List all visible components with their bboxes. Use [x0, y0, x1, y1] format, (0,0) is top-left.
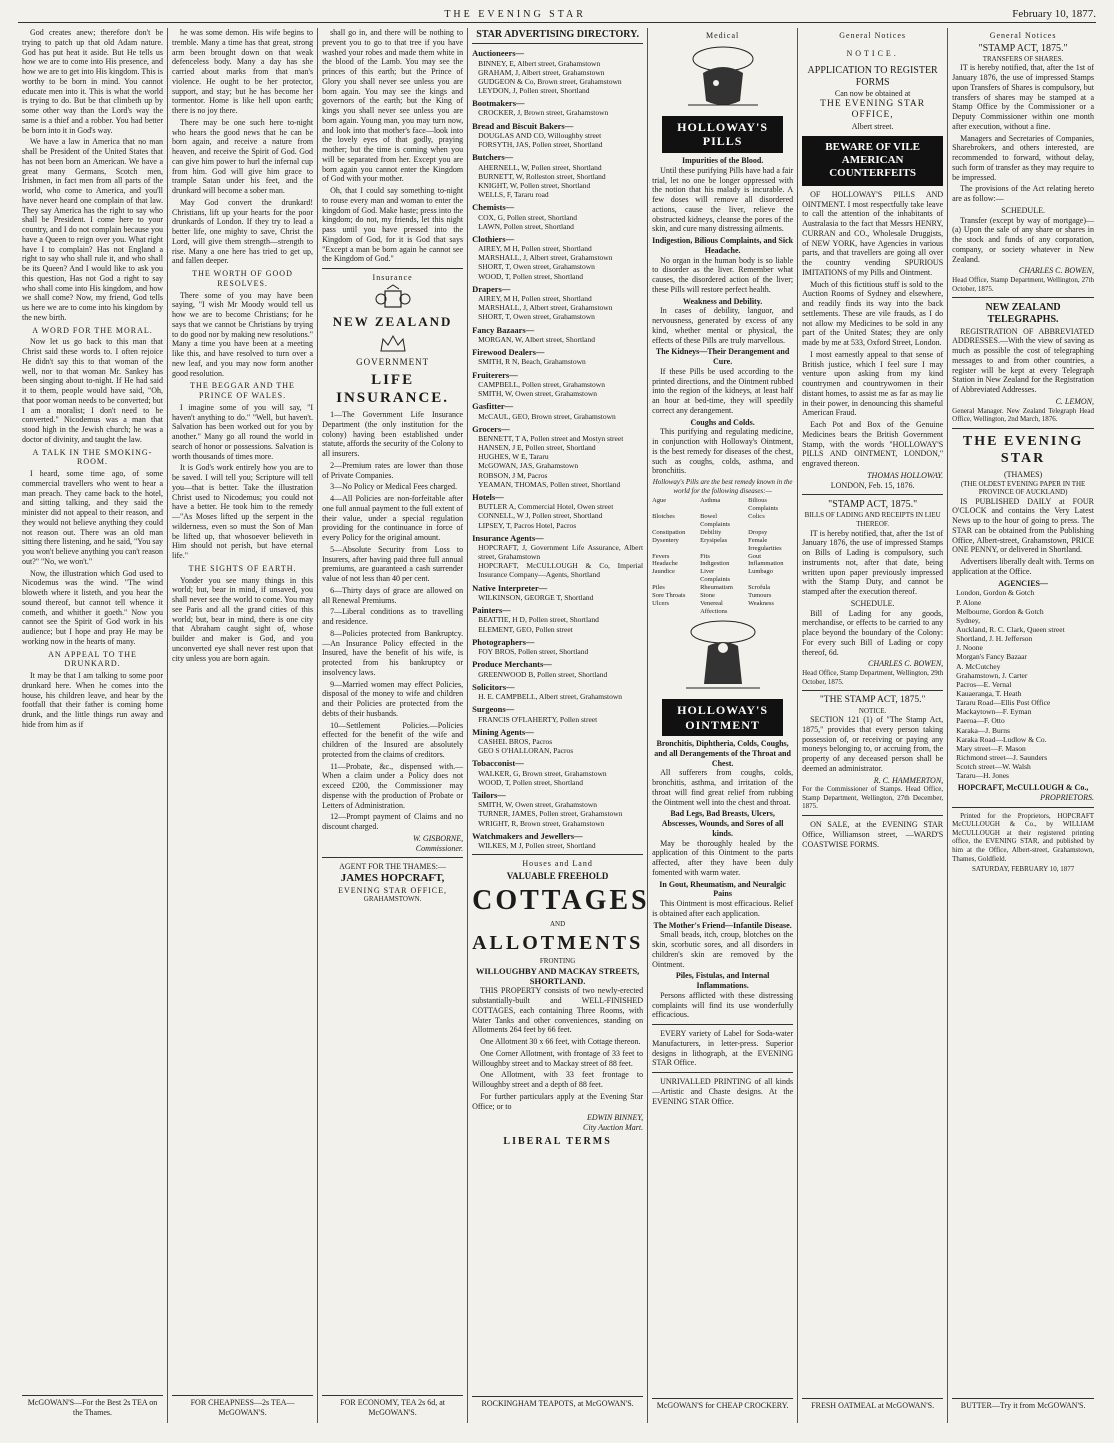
directory-category: Solicitors— — [472, 681, 515, 692]
directory-entry: McGOWAN, JAS, Grahamstown — [478, 461, 579, 471]
paper-description: (THE OLDEST EVENING PAPER IN THE PROVINCE OF AUCKLAND) — [960, 479, 1086, 497]
directory-entry: FOY BROS, Pollen street, Shortland — [478, 647, 589, 657]
pills-heading: Impurities of the Blood. — [681, 156, 764, 165]
subheading: A TALK IN THE SMOKING-ROOM. — [32, 447, 153, 467]
directory-entry: FRANCIS O'FLAHERTY, Pollen street — [478, 714, 598, 724]
agency-item: Kauaeranga, T. Heath — [956, 688, 1022, 698]
directory-category: Firewood Dealers— — [472, 347, 545, 358]
stamp-paragraph: IT is hereby notified, that, after the 1st of January 1876, the use of impressed Stamps upon Transfers of Shares is compulsory, but transfers of shares may be stamped at a Stamp Office by the Commissioner or a Deputy Commissioner within one month after execution, without a fine. — [952, 63, 1095, 131]
agency-item: Karaka—J. Burns — [956, 725, 1010, 735]
agency-item: Pacros—E. Vernal — [956, 679, 1012, 689]
disease-item: Bilious Complaints — [748, 497, 779, 512]
subheading: A WORD FOR THE MORAL. — [32, 325, 153, 335]
imprint-date: SATURDAY, FEBRUARY 10, 1877 — [971, 865, 1075, 874]
paper-paragraph: Advertisers liberally dealt with. Terms on application at the Office. — [952, 557, 1095, 576]
directory-category: Drapers— — [472, 283, 511, 294]
directory-entry: SHORT, T, Owen street, Grahamstown — [478, 262, 595, 272]
directory-category: Mining Agents— — [472, 726, 534, 737]
directory-category: Watchmakers and Jewellers— — [472, 830, 583, 841]
directory-entry: GREENWOOD B, Pollen street, Shortland — [478, 669, 608, 679]
divider — [652, 1072, 793, 1073]
agency-item: London, Gordon & Gotch — [956, 588, 1035, 598]
stamp-paragraph: The provisions of the Act relating hereto are as follow:— — [952, 184, 1095, 204]
houses-line: AND — [550, 920, 566, 929]
disease-item: Blotches — [652, 512, 675, 520]
disease-item: Jaundice — [652, 568, 675, 576]
ointment-paragraph: This Ointment is most efficacious. Relief is obtained after each application. — [652, 899, 794, 918]
disease-item: Rheumatism — [700, 584, 733, 592]
houses-line: FRONTING — [539, 957, 576, 966]
pills-heading: Indigestion, Bilious Complaints, and Sick Headache. — [652, 236, 794, 255]
subheading: AN APPEAL TO THE DRUNKARD. — [48, 649, 137, 669]
directory-entry: COX, G, Pollen street, Shortland — [478, 212, 578, 222]
article-paragraph: There some of you may have been saying, "I wish Mr Moody would tell us how we are to become Christians; for he says that we cannot be Christians by trying to do good nor by making new resolutions." Many a time you have been at a meeting like this, and have resolved to turn over a new leaf, and you may now form another good resolution. — [172, 290, 314, 378]
directory-entry: ELEMENT, GEO, Pollen street — [478, 624, 573, 634]
directory-category: Fruiterers— — [472, 369, 518, 380]
ointment-heading: In Gout, Rheumatism, and Neuralgic Pains — [659, 879, 786, 899]
country-heading: NEW ZEALAND — [332, 313, 453, 329]
pills-table-title: Holloway's Pills are the best remedy known in the world for the following diseases:— — [652, 478, 793, 495]
directory-entry: WOOD, T, Pollen street, Shortland — [478, 777, 584, 787]
lion-crest-icon — [678, 43, 768, 113]
telegraph-signature: C. LEMON, — [1055, 396, 1095, 406]
article-paragraph: he was some demon. His wife begins to tremble. Many a time has that great, strong arm been brought down on that weak defenceless body. Many a day has she carried about marks from that man's violence. He ought to be her protector, support, and stay; but he has become her tormentor. Home is like hell upon earth; there is no joy there. — [172, 28, 314, 115]
directory-entry: LEYDON, J, Pollen street, Shortland — [478, 85, 590, 95]
ointment-heading: Bad Legs, Bad Breasts, Ulcers, Abscesses, Wounds, and Sores of all kinds. — [661, 809, 784, 838]
directory-entry: HUGHES, W E, Tararu — [478, 452, 549, 462]
disease-item: Colics — [748, 512, 765, 520]
article-paragraph: It is God's work entirely how you are to be saved. I will tell you; Scripture will tell you—that is better. Take the illustration Christ used to Nicodemus; you could not have a better. He took him to the remedy—"As Moses lifted up the serpent in the wilderness, even so must the Son of Man be lifted up, that whosoever believeth in Him should not perish, but have eternal life." — [172, 463, 314, 560]
agency-item: Tararu—H. Jones — [956, 771, 1009, 781]
agency-item: Mary street—F. Mason — [956, 743, 1026, 753]
column-6 — [798, 28, 948, 1423]
pills-paragraph: This purifying and regulating medicine, in conjunction with Holloway's Ointment, is the best remedy for diseases of the chest, such as coughs, colds, asthma, and bronchitis. — [652, 427, 794, 476]
directory-entry: AHERNELL, W, Pollen street, Shortland — [478, 162, 602, 172]
stamp-title: "STAMP ACT, 1875." — [828, 499, 918, 511]
column-7 — [948, 28, 1098, 1423]
article-paragraph: I heard, some time ago, of some commercial travellers who went to hear a man preach. They came back to the hotel, and sitting talking, and they said the minister did not appeal to their reason, and they would not believe anything they could not reason out. There was an old man sitting there listening, and he said, "You say you won't believe anything you can't reason out?" "No, we won't." — [22, 469, 164, 566]
directory-entry: LIPSEY, T, Pacros Hotel, Pacros — [478, 520, 577, 530]
beware-date: LONDON, Feb. 15, 1876. — [830, 480, 915, 490]
stamp-office: Head Office, Stamp Department, Wellington, 27th October, 1875. — [952, 276, 1095, 293]
subheading: THE BEGGAR AND THE PRINCE OF WALES. — [190, 381, 295, 400]
disease-item: Lumbago — [748, 568, 774, 576]
directory-entry: SMITH, W, Owen street, Grahamstown — [478, 389, 598, 399]
stamp-paragraph: IT is hereby notified, that, after the 1st of January 1876, the use of impressed Stamps on Bills of Lading is compulsory, such instruments not, after that date, being written upon paper previously impressed with the Stamp Duty, and cannot be stamped after the execution thereof. — [802, 528, 944, 596]
subheading: THE SIGHTS OF EARTH. — [188, 563, 297, 573]
article-paragraph: Now let us go back to this man that Christ said these words to. I often rejoice He didn't say this to that woman of the well, nor to that woman Mr. Sankey has been singing about to-night. If He had said it to them, people would have said, "Oh, that poor woman needs to be converted; but I am a moralist; I don't need to be converted." Nicodemus was a man that stood high in the Jewish church; he was a doctor of divinity, and taught the law. — [22, 337, 164, 444]
directory-entry: LAWN, Pollen street, Shortland — [478, 221, 574, 231]
directory-entry: WRIGHT, R, Brown street, Grahamstown — [478, 818, 605, 828]
clause: 4—All Policies are non-forfeitable after one full annual payment to the full extent of their value, under a special regulation providing for the continuance in force of every Policy for the original amount. — [322, 494, 464, 543]
directory-entry: SHORT, T, Owen street, Grahamstown — [478, 312, 595, 322]
clause: 12—Prompt payment of Claims and no discount charged. — [322, 812, 464, 832]
article-paragraph: We have a law in America that no man shall be President of the United States that has not been born an American. We have a great many Germans, Scotch men, Irishmen, in fact men from all parts of the world, who come to America, and you'll have never heard one complain of that law. They say America has the right to say who shall be President. I come here to your country, and I do not complain because you have a Queen to reign over you. What right have I to complain? Has not England a right to say who shall rule it, and who shall be its Queen? And I would like to ask you this question, Has not God a right to say who shall come into His kingdom, and how we shall come? Now, my friend, God tells us here we are to come into his kingdom by the new birth. — [22, 137, 164, 322]
beware-paragraph: OF HOLLOWAY'S PILLS AND OINTMENT. I most respectfully take leave to call the attention of the inhabitants of Australasia to the fact that Messrs HENRY, CURRAN and CO., Wholesale Druggists, of NEW YORK, have Agencies in various parts, and that travellers are going all over the country vending SPURIOUS IMITATIONS of my Pills and Ointment. — [802, 189, 944, 277]
paper-paragraph: IS PUBLISHED DAILY at FOUR O'CLOCK and contains the Very Latest News up to the hour of going to press. The STAR can be obtained from the Publishing Office, Albert-street, Grahamstown, PRICE ONE PENNY, or delivered in Shortland. — [952, 496, 1095, 555]
agency-item: Richmond street—J. Saunders — [956, 752, 1048, 762]
pills-paragraph: If these Pills be used according to the printed directions, and the Ointment rubbed into the region of the kidneys, at least half an hour at bed-time, they will speedily correct any derangement. — [652, 366, 794, 415]
stamp-office: Head Office, Stamp Department, Wellington, 29th October, 1875. — [802, 669, 944, 686]
houses-streets: WILLOUGHBY AND MACKAY STREETS, SHORTLAND. — [475, 965, 640, 986]
article-paragraph: I imagine some of you will say, "I haven't anything to do." "Well, but haven't. Salvation has been worked out for you by another." Many go all round the world in search of honor or possessions. Salvation is worth thousands of times more. — [172, 402, 314, 461]
disease-item: Weakness — [748, 600, 774, 608]
directory-entry: FORSYTH, JAS, Pollen street, Shortland — [478, 140, 603, 150]
sale-advert: ON SALE, at the EVENING STAR Office, Williamson street, —WARD'S COASTWISE FORMS. — [802, 820, 944, 849]
directory-entry: CAMPBELL, Pollen street, Grahamstown — [478, 379, 605, 389]
column-5 — [648, 28, 798, 1423]
directory-entry: WALKER, G, Brown street, Grahamstown — [478, 768, 607, 778]
column-4 — [468, 28, 648, 1423]
disease-item: Venereal Affections — [700, 600, 728, 615]
houses-paragraph: One Corner Allotment, with frontage of 33 feet to Willoughby street and to Mackay street of 88 feet. — [472, 1048, 644, 1068]
clause: 7—Liberal conditions as to travelling and residence. — [322, 607, 464, 627]
beware-signature: THOMAS HOLLOWAY. — [867, 470, 944, 480]
signer-title: Commissioner. — [415, 843, 464, 853]
stamp-paragraph: Managers and Secretaries of Companies, Sharebrokers, and others interested, are recommended to forward, without delay, such form of transfer as they may require to be impressed. — [952, 133, 1095, 182]
directory-entry: SMITH, W, Owen street, Grahamstown — [478, 800, 598, 810]
notice-office: THE EVENING STAR OFFICE, — [820, 98, 926, 121]
ointment-paragraph: Small beads, itch, croup, blotches on the skin, scorbutic sores, and all disorders in children's skin are removed by the Ointment. — [652, 930, 794, 969]
houses-paragraph: One Allotment 30 x 66 feet, with Cottage thereon. — [480, 1037, 641, 1047]
bottom-advert: McGOWAN'S—For the Best 2s TEA on the Thames. — [22, 1395, 163, 1423]
directory-category: Native Interpreter— — [472, 582, 548, 593]
directory-entry: GUDGEON & Co, Brown street, Grahamstown — [478, 76, 622, 86]
bottom-advert: FOR CHEAPNESS—2s TEA—McGOWAN'S. — [172, 1395, 313, 1423]
telegraph-paragraph: REGISTRATION OF ABBREVIATED ADDRESSES.—With the view of saving as much as possible the cost of telegraphing messages to and from other countries, a register will be kept at every Telegraph Station in New Zealand for the Registration of Abbreviated Addresses. — [952, 326, 1095, 395]
article-paragraph: Now, the illustration which God used to Nicodemus was the wind. "The wind bloweth where it listeth, and you hear the sound thereof, but cannot tell whence it cometh, and whither it goeth." Now you cannot see the Spirit of God work in his audience; but I hope and pray He may be working now in the hearts of many. — [22, 568, 164, 646]
directory-entry: GRAHAM, J, Albert street, Grahamstown — [478, 67, 605, 77]
issue-date: February 10, 1877. — [1012, 8, 1096, 20]
column-2 — [168, 28, 318, 1423]
houses-cottages: COTTAGES — [472, 884, 650, 916]
disease-item: Inflammation — [748, 560, 784, 568]
ointment-paragraph: All sufferers from coughs, colds, bronchitis, asthma, and irritation of the throat will find great relief from rubbing the Ointment well into the chest and throat. — [652, 768, 794, 807]
divider — [322, 268, 463, 269]
disease-item: Stone — [700, 592, 715, 600]
britannia-crest-icon — [678, 618, 768, 696]
pills-heading: Coughs and Colds. — [690, 417, 755, 427]
pills-heading: Weakness and Debility. — [682, 296, 763, 306]
column-1 — [18, 28, 168, 1423]
agency-item: Auckland, R. C. Clark, Queen street — [956, 625, 1065, 634]
divider — [802, 494, 943, 495]
agencies-title: AGENCIES— — [998, 578, 1048, 588]
subheading: THE WORTH OF GOOD RESOLVES. — [192, 269, 293, 288]
stamp-subtitle: TRANSFERS OF SHARES. — [982, 54, 1064, 63]
directory-entry: McCAUL, GEO, Brown street, Grahamstown — [478, 411, 616, 421]
clause: 8—Policies protected from Bankruptcy.—An Insurance Policy effected in the Insured, have the benefit of his wife, is protected from his bankruptcy or insolvency laws. — [322, 628, 464, 677]
column-3 — [318, 28, 468, 1423]
directory-category: Surgeons— — [472, 704, 515, 715]
stamp2-title: "THE STAMP ACT, 1875." — [819, 695, 926, 706]
agency-item: A. McCutchey — [956, 661, 1001, 671]
directory-category: Insurance Agents— — [472, 532, 544, 543]
pills-paragraph: In cases of debility, languor, and nervousness, generated by excess of any kind, whether mental or physical, the effects of these Pills are truly marvellous. — [652, 306, 794, 345]
section-heading: Medical — [706, 31, 740, 40]
directory-entry: TURNER, JAMES, Pollen street, Grahamstown — [478, 809, 623, 819]
directory-category: Tailors— — [472, 789, 506, 800]
directory-entry: MARSHALL, J, Albert street, Grahamstown — [478, 253, 613, 263]
schedule-paragraph: Bill of Lading for any goods, merchandise, or effects to be carried to any place beyond the boundary of the Colony: For every such Bill of Lading or copy thereof, 6d. — [802, 608, 944, 657]
telegraph-office: General Manager. New Zealand Telegraph Head Office, Wellington, 2nd March, 1876. — [952, 406, 1095, 424]
houses-agent: EDWIN BINNEY, — [586, 1113, 644, 1123]
disease-item: Headache — [652, 560, 678, 568]
advertising-directory — [472, 48, 643, 850]
article-paragraph: God creates anew; therefore don't be trying to patch up that old Adam nature. God has put heat it aside. But He tells us how we are to come into His presence, and how we are to get into His kingdom. This is worthy to be born in mind. You cannot educate men into it. This is what the world is trying to do. But be that climbeth up by some other way than the Lord's way the same is a thief and a robber. You had better be born into it in God's way. — [22, 28, 164, 135]
article-paragraph: May God convert the drunkard! Christians, lift up your hearts for the poor drunkards of London. If they try to lead a better life, one mighty to save, Christ the Lord, will give them strength—strength to rise. Many a one here has tried to get up, and fallen deeper. — [172, 197, 314, 266]
directory-entry: WELLS, F, Tararu road — [478, 190, 549, 200]
houses-agent-title: City Auction Mart. — [583, 1123, 644, 1133]
disease-item: Liver Complaints — [700, 568, 731, 584]
agency-item: J. Noone — [956, 643, 983, 653]
disease-item: Gout — [748, 552, 762, 560]
agency-item: Melbourne, Gordon & Gotch — [956, 606, 1044, 616]
directory-entry: BURNETT, W, Rolleston street, Shortland — [478, 171, 606, 181]
agency-item: P. Alone — [956, 597, 982, 607]
paper-title: THE EVENING STAR — [962, 433, 1084, 466]
paper-name: THE EVENING STAR — [444, 8, 586, 20]
clause: 5—Absolute Security from Loss to Insurers, after having paid three full annual premiums, are guaranteed a cash surrender value of not less than 40 per cent. — [322, 544, 464, 584]
ointment-paragraph: Persons afflicted with these distressing complaints will find its use wonderfully efficacious. — [652, 990, 794, 1020]
disease-item: Fevers — [652, 552, 670, 560]
section-heading: General Notices — [989, 31, 1057, 40]
directory-category: Bootmakers— — [472, 98, 525, 109]
beware-paragraph: Each Pot and Box of the Genuine Medicines bears the British Government Stamp, with the words "HOLLOWAY'S PILLS AND OINTMENT, LONDON," engraved thereon. — [802, 420, 944, 468]
signer: W. GISBORNE, — [412, 833, 464, 843]
section-heading: Houses and Land — [522, 859, 593, 869]
agencies-list — [952, 588, 1094, 780]
bottom-advert: FRESH OATMEAL at McGOWAN'S. — [802, 1398, 943, 1426]
disease-item: Piles — [652, 584, 665, 592]
directory-entry: BINNEY, E, Albert street, Grahamstown — [478, 58, 601, 68]
directory-entry: BENNETT, T A, Pollen street and Mostyn street — [478, 434, 624, 444]
pills-paragraph: No organ in the human body is so liable to disorder as the liver. Remember what causes, the disordered action of the liver; these Pills will restore perfect health. — [652, 255, 794, 294]
stamp2-signature: R. C. HAMMERTON, — [873, 775, 944, 785]
directory-category: Gasfitter— — [472, 401, 514, 412]
agency-item: Sydney, — [956, 615, 981, 625]
disease-item: Dysentery — [652, 536, 679, 544]
clause: 6—Thirty days of grace are allowed on all Renewal Premiums. — [322, 585, 464, 605]
directory-entry: WILKINSON, GEORGE T, Shortland — [478, 592, 594, 602]
directory-entry: WILKES, M J, Pollen street, Shortland — [478, 841, 596, 851]
clause: 11—Probate, &c., dispensed with.—When a claim under a Policy does not exceed £200, the Commissioner may dispense with the production of Probate or Letters of Administration. — [322, 761, 464, 810]
stamp2-subtitle: NOTICE. — [858, 706, 887, 715]
ointment-heading: The Mother's Friend—Infantile Disease. — [653, 920, 792, 930]
pills-disease-table — [652, 497, 793, 616]
directory-category: Bread and Biscuit Bakers— — [472, 120, 574, 131]
article-paragraph: Oh, that I could say something to-night to rouse every man and woman to enter the kingdom of God. Make haste; press into the kingdom; do not, my friends, let this night pass until you have pressed into the Kingdom of God, for it is God that says "Except a man be born again he cannot see the Kingdom of God." — [322, 186, 464, 264]
bottom-advert: BUTTER—Try it from McGOWAN'S. — [952, 1398, 1094, 1426]
printing-advert: EVERY variety of Label for Soda-water Manufacturers, in letter-press. Superior designs in lithograph, at the EVENING STAR Office. — [652, 1029, 794, 1068]
directory-entry: AIREY, M H, Pollen street, Shortland — [478, 244, 592, 254]
agency-item: Mackaytown—F. Eyman — [956, 707, 1032, 717]
schedule-heading: SCHEDULE. — [850, 598, 895, 608]
agency-item: Scotch street—W. Walsh — [956, 762, 1031, 772]
ointment-heading: Bronchitis, Diphtheria, Colds, Coughs, and all Derangements of the Throat and Chest. — [654, 739, 791, 768]
masthead — [18, 6, 1096, 23]
pills-paragraph: Until these purifying Pills have had a fair trial, let no one be longer oppressed with the notion that his malady is incurable. A few doses will remove all disordered actions, cause the liver, relieve the obstructed kidneys, cleanse the pores of the skin, and cure many distressing ailments. — [652, 165, 794, 234]
divider — [952, 297, 1094, 298]
proprietors: HOPCRAFT, McCULLOUGH & Co., — [957, 783, 1089, 793]
ointment-heading: Piles, Fistulas, and Internal Inflammations. — [675, 971, 770, 991]
directory-entry: CROCKER, J, Brown street, Grahamstown — [478, 108, 609, 118]
disease-item: Female Irregularities — [748, 536, 782, 552]
agency-item: Grahamstown, J. Carter — [956, 670, 1028, 680]
disease-item: Erysipelas — [700, 536, 728, 544]
directory-entry: HOPCRAFT, McCULLOUGH & Co, Imperial Insurance Company—Agents, Shortland — [478, 561, 644, 580]
ointment-paragraph: May be thoroughly healed by the application of this Ointment to the parts affected, after they have been duly fomented with warm water. — [652, 838, 794, 877]
directory-entry: HANSEN, J E, Pollen street, Shortland — [478, 443, 596, 453]
directory-entry: H. E. CAMPBELL, Albert street, Grahamstown — [478, 692, 623, 702]
pills-heading: The Kidneys—Their Derangement and Cure. — [655, 347, 790, 366]
clause: 2—Premium rates are lower than those of Private Companies. — [322, 460, 464, 480]
gov-heading: GOVERNMENT — [356, 356, 430, 367]
stamp-signature: CHARLES C. BOWEN, — [868, 659, 944, 669]
directory-entry: CONNELL, W J, Pollen street, Shortland — [478, 511, 603, 521]
coat-of-arms-icon — [373, 285, 413, 311]
pills-banner: HOLLOWAY'S PILLS — [662, 116, 783, 153]
directory-entry: DOUGLAS AND CO, Willoughby street — [478, 130, 602, 140]
agent-name: JAMES HOPCRAFT, — [340, 872, 445, 885]
beware-line: BEWARE OF VILE — [825, 140, 921, 153]
stamp-signature: CHARLES C. BOWEN, — [1018, 266, 1095, 276]
disease-item: Sore Throats — [652, 592, 686, 600]
notice-title: NOTICE. — [846, 48, 899, 58]
article-paragraph: Yonder you see many things in this world; but, bear in mind, if unsaved, you shall never see the world to come. You may see Paris and all the grand cities of this world; but, bear in mind, there is one city that Abraham caught sight of, whose builder and maker is God, and you unconverted eye shall never rest upon that city unless you are born again. — [172, 575, 314, 663]
article-paragraph: It may be that I am talking to some poor drunkard here. When he comes into the house, his children leave, and hear by the footfall that their father is coming home drunk, and the little things run away and hide from him as if — [22, 671, 164, 729]
directory-entry: BEATTIE, H D, Pollen street, Shortland — [478, 615, 599, 625]
section-heading: General Notices — [839, 31, 907, 40]
directory-category: Photographers— — [472, 636, 535, 647]
houses-paragraph: For further particulars apply at the Evening Star Office; or to — [472, 1091, 644, 1111]
directory-entry: HOPCRAFT, J, Government Life Assurance, Albert street, Grahamstown — [478, 543, 644, 562]
directory-entry: KNIGHT, W, Pollen street, Shortland — [478, 180, 591, 190]
disease-item: Ulcers — [652, 600, 670, 608]
article-paragraph: There may be one such here to-night who hears the good news that he can be born again, and receive a nature from heaven, and receive the Spirit of God. God can give him power to hurl the infernal cup from him. God will give him grace to trample Satan under his feet, and the drunkard will become a sober man. — [172, 117, 314, 195]
directory-category: Butchers— — [472, 152, 514, 163]
agency-item: Tararu Road—Ellis Post Office — [956, 698, 1051, 708]
divider — [952, 428, 1094, 429]
disease-item: Fits — [700, 552, 710, 560]
houses-paragraph: THIS PROPERTY consists of two newly-erected substantially-built and WELL-FINISHED COTTAGES, each containing Three Rooms, with Water Tanks and other conveniences, standing on Allotments 264 feet by 66 feet. — [472, 986, 644, 1035]
notice-heading: APPLICATION TO REGISTER FORMS — [807, 64, 938, 88]
telegraph-title: NEW ZEALAND TELEGRAPHS. — [985, 302, 1061, 326]
schedule-heading: SCHEDULE. — [1001, 205, 1045, 215]
directory-category: Grocers— — [472, 423, 510, 434]
disease-item: Debility — [700, 528, 722, 536]
agent-office: EVENING STAR OFFICE, — [338, 885, 448, 895]
stamp2-office: For the Commissioner of Stamps. Head Office, Stamp Department, Wellington, 27th December, 1875. — [802, 785, 944, 811]
directory-category: Clothiers— — [472, 233, 515, 244]
agency-item: Morgan's Fancy Bazaar — [956, 652, 1027, 662]
stamp-subtitle: BILLS OF LADING AND RECEIPTS IN LIEU THEREOF. — [804, 511, 941, 528]
directory-category: Fancy Bazaars— — [472, 324, 535, 335]
directory-category: Auctioneers— — [472, 48, 525, 59]
disease-item: Constipation — [652, 528, 686, 536]
agency-item: Karaka Road—Ludlow & Co. — [956, 734, 1047, 744]
clause: 1—The Government Life Insurance Department (the only institution for the colony) having been established under statute, affords the security of the Colony to all insurers. — [322, 410, 464, 459]
directory-category: Painters— — [472, 605, 511, 616]
directory-category: Chemists— — [472, 202, 515, 213]
directory-entry: MARSHALL, J, Albert street, Grahamstown — [478, 303, 613, 313]
article-paragraph: shall go in, and there will be nothing to prevent you to go to that tree if you have washed your robes and made them white in the blood of the Lamb. You may see the princes of this earth; but the Prince of Glory you shall never see unless you are born again. You may see the kings and governors of the earth; but the King of kings you shall never see unless you are born again. Young man, you may turn now, and look into that mother's face—look into the lovely eyes of that godly, praying mother; but the time is coming when you will be separated from her. Except you are born again you cannot enter the Kingdom of God with your mother. — [322, 28, 464, 184]
directory-entry: GEO S O'HALLORAN, Pacros — [478, 746, 574, 756]
paper-subtitle: (THAMES) — [1003, 469, 1043, 479]
ointment-banner: HOLLOWAY'S OINTMENT — [662, 699, 783, 736]
directory-entry: SMITH, R N, Beach, Grahamstown — [478, 357, 586, 367]
agency-item: Paeroa—F. Otto — [956, 716, 1005, 726]
clause: 10—Settlement Policies.—Policies effected for the benefit of the wife and children of the Insured are absolutely protected from the claims of creditors. — [322, 720, 464, 759]
directory-heading: STAR ADVERTISING DIRECTORY. — [472, 29, 643, 44]
section-heading: Insurance — [372, 273, 413, 282]
bottom-advert: ROCKINGHAM TEAPOTS, at McGOWAN'S. — [472, 1396, 643, 1424]
schedule-paragraph: Transfer (except by way of mortgage)—(a) Upon the sale of any share or shares in the stock and funds of any corporation, company, or society whatever in New Zealand. — [952, 215, 1095, 264]
proprietors-title: PROPRIETORS. — [1040, 793, 1095, 803]
directory-entry: WOOD, T, Pollen street, Shortland — [478, 271, 584, 281]
disease-item: Bowel Complaints — [700, 512, 731, 528]
disease-item: Scrofula — [748, 584, 771, 592]
disease-item: Dropsy — [748, 528, 768, 536]
clause: 9—Married women may effect Policies, disposal of the money to wife and children and their Policies are protected from the debts of their husbands. — [322, 679, 464, 718]
beware-banner — [802, 136, 943, 186]
beware-paragraph: Much of this fictitious stuff is sold to the Auction Rooms of Sydney and elsewhere, and readily finds its way into the back settlements. These are vile frauds, as I do not allow my Medicines to be sold in any part of the United States; they are only made by me at 533, Oxford Street, London. — [802, 279, 944, 347]
imprint: Printed for the Proprietors, HOPCRAFT McCULLOUGH & Co., by WILLIAM McCULLOUGH at their registered printing office, the EVENING STAR, and published by him at the Office, Albert-street, Grahamstown, Thames, Goldfield. — [952, 811, 1095, 863]
notice-line: Can now be obtained at — [834, 88, 911, 98]
directory-entry: MORGAN, W, Albert street, Shortland — [478, 334, 595, 344]
houses-paragraph: One Allotment, with 33 feet frontage to Willoughby street and a depth of 88 feet. — [472, 1070, 644, 1090]
directory-entry: CASHEL BROS, Pacros — [478, 737, 553, 747]
divider — [652, 1024, 793, 1025]
directory-category: Hotels— — [472, 491, 504, 502]
disease-item: Ague — [652, 497, 667, 505]
beware-line: AMERICAN COUNTERFEITS — [829, 153, 917, 180]
houses-terms: LIBERAL TERMS — [503, 1135, 612, 1147]
directory-entry: YEAMAN, THOMAS, Pollen street, Shortland — [478, 479, 621, 489]
printing-advert: UNRIVALLED PRINTING of all kinds—Artistic and Chaste designs. At the EVENING STAR Office. — [652, 1077, 794, 1106]
stamp2-paragraph: SECTION 121 (1) of "The Stamp Act, 1875," provides that every person taking possession of, or receiving or paying any moneys belonging to, or accruing from, the property of any deceased person shall be deemed an administrator. — [802, 715, 944, 773]
disease-item: Tumours — [748, 592, 772, 600]
directory-entry: BUTLER A, Commercial Hotel, Owen street — [478, 502, 614, 512]
agent-town: GRAHAMSTOWN. — [363, 895, 422, 904]
divider — [802, 815, 943, 816]
divider — [472, 854, 643, 855]
directory-entry: AIREY, M H, Pollen street, Shortland — [478, 294, 592, 304]
divider — [322, 857, 463, 858]
divider — [802, 690, 943, 691]
directory-category: Produce Merchants— — [472, 659, 552, 670]
insurance-title: LIFE INSURANCE. — [336, 371, 450, 406]
divider — [952, 807, 1094, 808]
disease-item: Asthma — [700, 497, 721, 505]
notice-street: Albert street. — [851, 121, 894, 131]
houses-line: VALUABLE FREEHOLD — [506, 871, 609, 882]
agent-label: AGENT FOR THE THAMES:— — [339, 862, 447, 872]
directory-category: Tobacconist— — [472, 758, 524, 769]
bottom-advert: FOR ECONOMY, TEA 2s 6d, at McGOWAN'S. — [322, 1395, 463, 1423]
columns — [18, 28, 1098, 1423]
houses-allotments: ALLOTMENTS — [472, 931, 644, 954]
beware-paragraph: I most earnestly appeal to that sense of British justice, which I feel sure I may venture upon asking from my kind countrymen and countrywomen in their distant homes, to assist me as far as may lie in their power, in denouncing this shameful American Fraud. — [802, 349, 944, 418]
clause: 3—No Policy or Medical Fees charged. — [330, 482, 457, 492]
disease-item: Indigestion — [700, 560, 730, 568]
agency-item: Shortland, J. H. Jefferson — [956, 634, 1033, 644]
bottom-advert: McGOWAN'S for CHEAP CROCKERY. — [652, 1398, 793, 1426]
directory-entry: ROBSON, J M, Pacros — [478, 470, 548, 480]
crown-icon — [378, 333, 408, 355]
stamp-title: "STAMP ACT, 1875." — [978, 42, 1068, 54]
